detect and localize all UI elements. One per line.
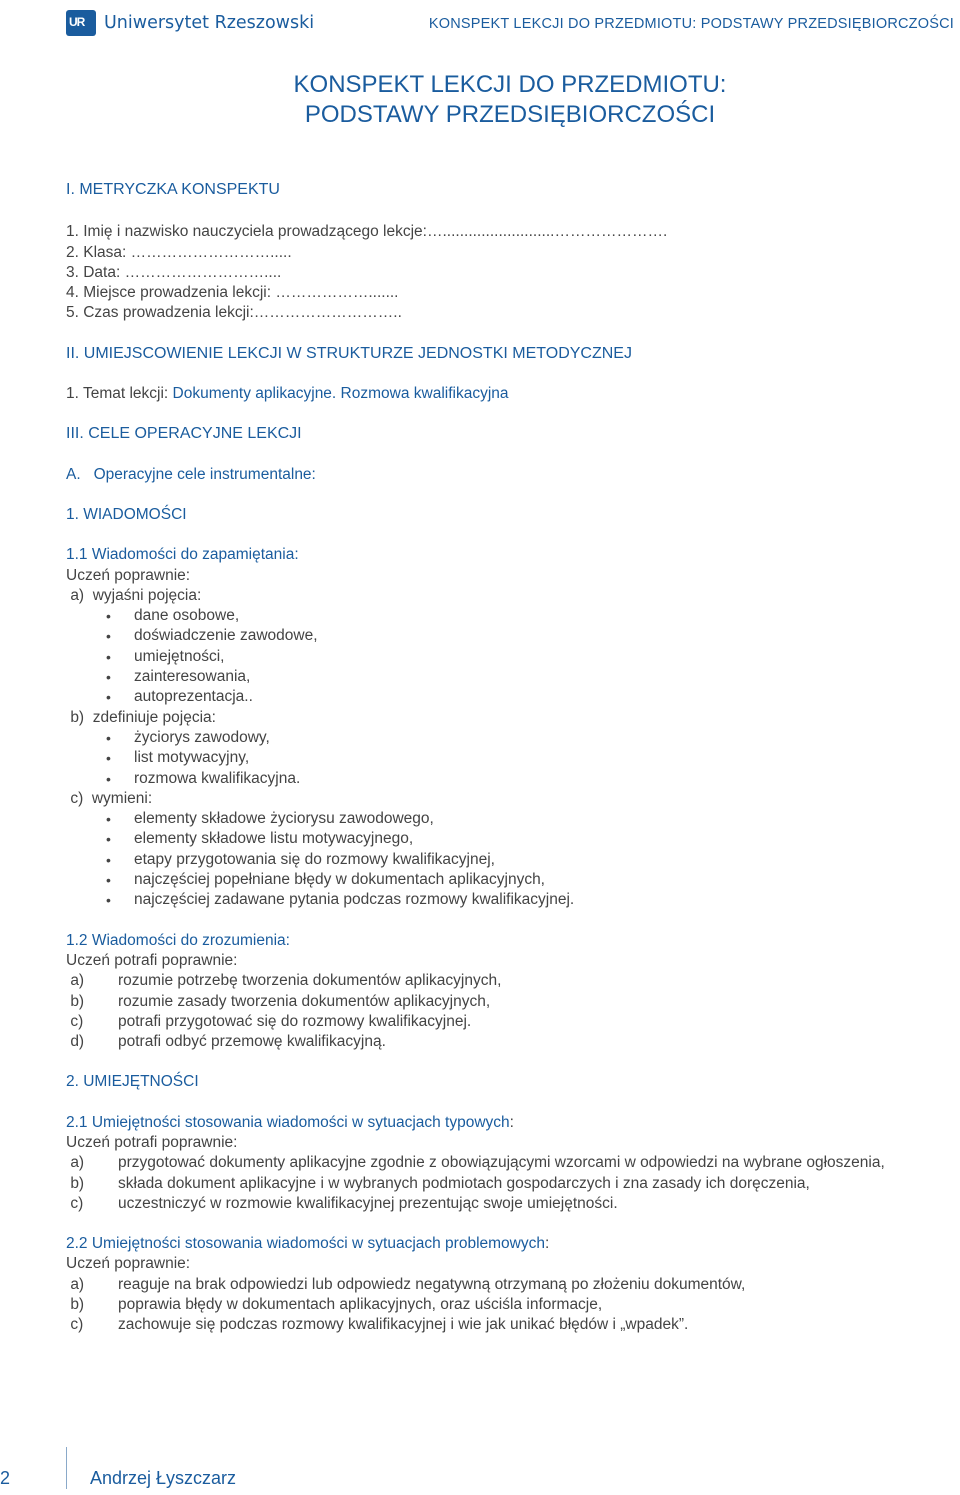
bullet-item: • najczęściej zadawane pytania podczas rozmowy kwalifikacyjnej. <box>106 891 575 909</box>
subsection-a: A. Operacyjne cele instrumentalne: <box>66 465 316 483</box>
list-item: a) reaguje na brak odpowiedzi lub odpowiedz negatywną otrzymaną po złożeniu dokumentów, <box>70 1275 746 1293</box>
list-item: b) rozumie zasady tworzenia dokumentów aplikacyjnych, <box>70 992 491 1010</box>
list-item: c) uczestniczyć w rozmowie kwalifikacyjnej prezentując swoje umiejętności. <box>70 1194 618 1212</box>
block-1-2-heading: 1.2 Wiadomości do zrozumienia: <box>66 931 290 949</box>
section-3-heading: III. CELE OPERACYJNE LEKCJI <box>66 425 302 443</box>
item-a: a) wyjaśni pojęcia: <box>70 586 202 604</box>
running-title: KONSPEKT LEKCJI DO PRZEDMIOTU: PODSTAWY PRZEDSIĘBIORCZOŚCI <box>428 16 954 32</box>
metryczka-item-date: 3. Data: ……………………….... <box>66 263 282 281</box>
list-item: a) rozumie potrzebę tworzenia dokumentów aplikacyjnych, <box>70 972 502 990</box>
list-item: b) poprawia błędy w dokumentach aplikacyjnych, oraz uściśla informacje, <box>70 1296 603 1314</box>
section-2-heading: II. UMIEJSCOWIENIE LEKCJI W STRUKTURZE JEDNOSTKI METODYCZNEJ <box>66 344 632 362</box>
metryczka-list <box>66 222 956 323</box>
bullet-item: • elementy składowe listu motywacyjnego, <box>106 830 414 848</box>
item-b: b) zdefiniuje pojęcia: <box>70 708 216 726</box>
bullet-item: • rozmowa kwalifikacyjna. <box>106 769 301 787</box>
bullet-item: • umiejętności, <box>106 647 225 665</box>
document-body <box>66 180 956 1336</box>
block-2-2-heading: 2.2 Umiejętności stosowania wiadomości w sytuacjach problemowych: <box>66 1235 550 1253</box>
knowledge-heading: 1. WIADOMOŚCI <box>66 505 187 523</box>
bullet-item: • życiorys zawodowy, <box>106 728 270 746</box>
metryczka-item-time: 5. Czas prowadzenia lekcji:……………………….. <box>66 304 402 322</box>
item-c: c) wymieni: <box>70 789 153 807</box>
block-2-1-heading: 2.1 Umiejętności stosowania wiadomości w sytuacjach typowych: <box>66 1113 514 1131</box>
list-item: c) potrafi przygotować się do rozmowy kwalifikacyjnej. <box>70 1012 472 1030</box>
block-1-1: 1.1 Wiadomości do zapamiętania: Uczeń poprawnie: a) wyjaśni pojęcia: • dane osobowe, • doświadczenie zawodowe, • umiejętności, • zainteresowania, • autoprezentacja.. b) zdefiniuje pojęcia: • życiorys zawodowy, • list motywacyjny, • rozmowa kwalifikacyjna. c) wymieni: • elementy składowe życiorysu zawodowego, • elementy składowe listu motywacyjnego, • etapy przygotowania się do rozmowy kwalifikacyjnej, • najczęściej popełniane błędy w dokumentach aplikacyjnych, • najczęściej zadawane pytania podczas rozmowy kwalifikacyjnej. <box>66 545 956 910</box>
metryczka-item-class: 2. Klasa: ………………………..... <box>66 243 292 261</box>
list-item: c) zachowuje się podczas rozmowy kwalifikacyjnej i wie jak unikać błędów i „wpadek”. <box>70 1316 689 1334</box>
skills-heading: 2. UMIEJĘTNOŚCI <box>66 1073 199 1091</box>
metryczka-item-place: 4. Miejsce prowadzenia lekcji: ………………....... <box>66 284 399 302</box>
list-item: a) przygotować dokumenty aplikacyjne zgodnie z obowiązującymi wzorcami w odpowiedzi na wybrane ogłoszenia, <box>70 1154 885 1172</box>
page-header <box>0 0 960 50</box>
bullet-item: • dane osobowe, <box>106 607 240 625</box>
metryczka-item-teacher: 1. Imię i nazwisko nauczyciela prowadzącego lekcje:…..........................…………………. <box>66 223 668 241</box>
bullet-item: • najczęściej popełniane błędy w dokumentach aplikacyjnych, <box>106 871 545 889</box>
block-2-1: 2.1 Umiejętności stosowania wiadomości w sytuacjach typowych: Uczeń potrafi poprawnie: a) przygotować dokumenty aplikacyjne zgodnie z obowiązującymi wzorcami w odpowiedzi na wybrane ogłoszenia, b) składa dokument aplikacyjne i w wybranych podmiotach gospodarczych i zna zasady ich doręczenia, c) uczestniczyć w rozmowie kwalifikacyjnej prezentując swoje umiejętności. <box>66 1113 956 1214</box>
bullet-item: • zainteresowania, <box>106 668 251 686</box>
block-1-2: 1.2 Wiadomości do zrozumienia: Uczeń potrafi poprawnie: a) rozumie potrzebę tworzenia dokumentów aplikacyjnych, b) rozumie zasady tworzenia dokumentów aplikacyjnych, c) potrafi przygotować się do rozmowy kwalifikacyjnej. d) potrafi odbyć przemowę kwalifikacyjną. <box>66 931 956 1053</box>
university-logo <box>66 10 314 36</box>
author-name: Andrzej Łyszczarz <box>90 1468 237 1488</box>
document-title: KONSPEKT LEKCJI DO PRZEDMIOTU: PODSTAWY PRZEDSIĘBIORCZOŚCI <box>293 71 727 128</box>
lesson-topic: 1. Temat lekcji: Dokumenty aplikacyjne. Rozmowa kwalifikacyjna <box>66 385 509 403</box>
lesson-topic-value: Dokumenty aplikacyjne. Rozmowa kwalifikacyjna <box>172 385 509 403</box>
bullet-item: • autoprezentacja.. <box>106 688 253 706</box>
page-number: 2 <box>0 1468 11 1488</box>
footer-divider <box>66 1447 67 1489</box>
list-item: d) potrafi odbyć przemowę kwalifikacyjną. <box>70 1033 386 1051</box>
bullet-item: • etapy przygotowania się do rozmowy kwalifikacyjnej, <box>106 850 495 868</box>
bullet-item: • list motywacyjny, <box>106 749 250 767</box>
logo-mark-icon: UR <box>66 10 96 36</box>
block-1-1-heading: 1.1 Wiadomości do zapamiętania: <box>66 546 299 564</box>
university-name: Uniwersytet Rzeszowski <box>104 13 315 33</box>
bullet-item: • elementy składowe życiorysu zawodowego, <box>106 810 434 828</box>
bullet-item: • doświadczenie zawodowe, <box>106 627 318 645</box>
section-1-heading: I. METRYCZKA KONSPEKTU <box>66 181 280 198</box>
block-2-2: 2.2 Umiejętności stosowania wiadomości w sytuacjach problemowych: Uczeń poprawnie: a) reaguje na brak odpowiedzi lub odpowiedz negatywną otrzymaną po złożeniu dokumentów, b) poprawia błędy w dokumentach aplikacyjnych, oraz uściśla informacje, c) zachowuje się podczas rozmowy kwalifikacyjnej i wie jak unikać błędów i „wpadek”. <box>66 1234 956 1335</box>
list-item: b) składa dokument aplikacyjne i w wybranych podmiotach gospodarczych i zna zasady ich doręczenia, <box>70 1174 810 1192</box>
